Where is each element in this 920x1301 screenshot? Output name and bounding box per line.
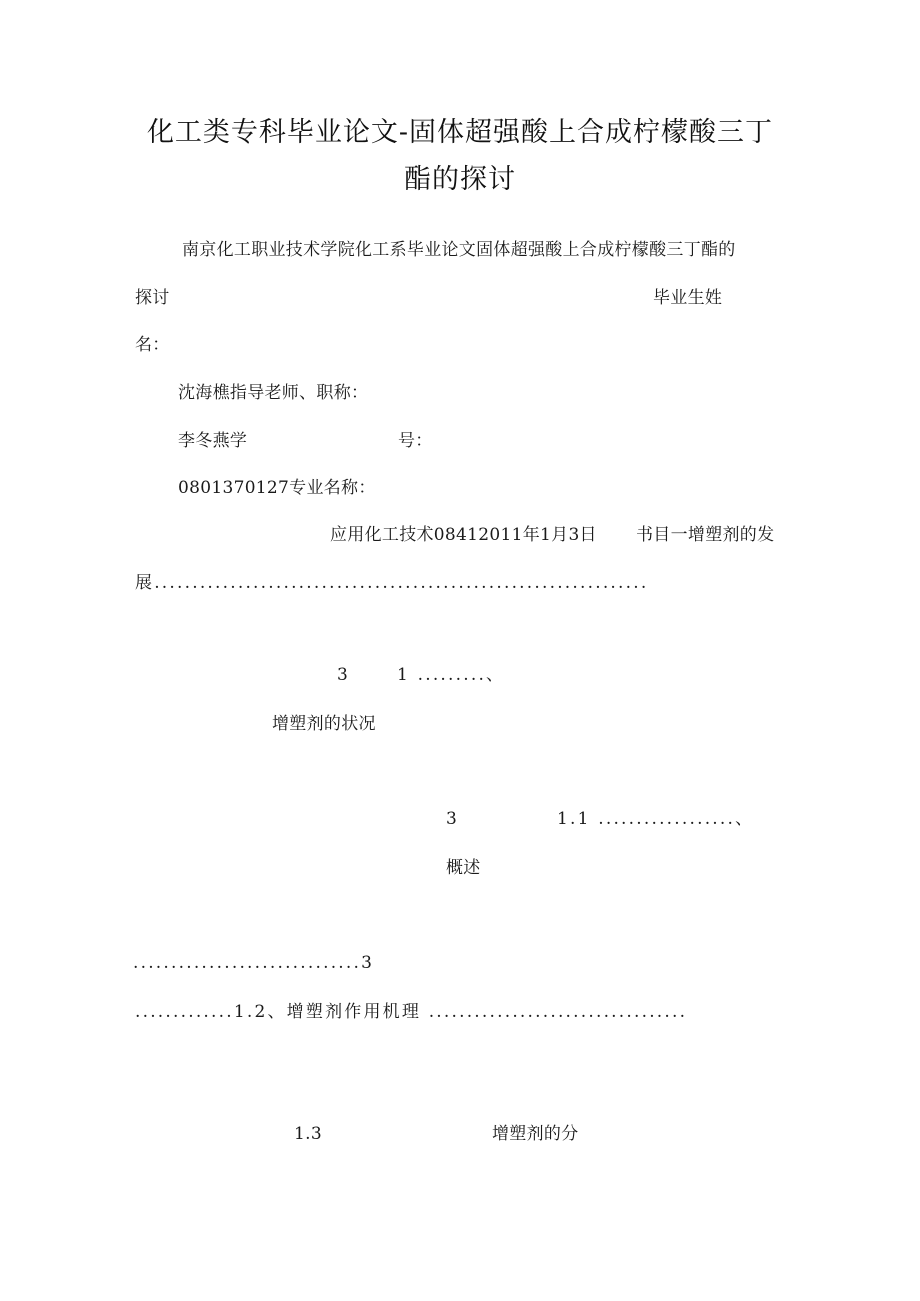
advisor-line: 沈海樵指导老师、职称： [178, 383, 369, 403]
toc-entry-1-3-title: 增塑剂的分 [492, 1124, 579, 1144]
toc-page-number: 3 [337, 665, 349, 685]
tantao-text: 探讨 [135, 288, 170, 308]
toc-dots-page-3: ..............................3 [133, 953, 375, 973]
toc-page-number: 3 [446, 809, 458, 829]
toc-entry-overview: 概述 [446, 858, 481, 878]
graduate-name-label: 毕业生姓 [653, 288, 723, 308]
student-id-label-end: 号： [398, 431, 433, 451]
toc-entry-status: 增塑剂的状况 [272, 714, 376, 734]
document-title-line-1: 化工类专科毕业论文-固体超强酸上合成柠檬酸三丁 [146, 117, 774, 148]
student-id-label: 李冬燕学 [178, 431, 248, 451]
intro-line: 南京化工职业技术学院化工系毕业论文固体超强酸上合成柠檬酸三丁酯的 [182, 240, 736, 260]
toc-entry-1: 1 .........、 [397, 665, 506, 685]
toc-entry-1-1: 1.1 ..................、 [557, 809, 755, 829]
id-major-line: 0801370127专业名称： [178, 478, 376, 498]
toc-heading: 书目一增塑剂的发 [636, 525, 775, 545]
toc-entry-1-3-number: 1.3 [294, 1124, 322, 1144]
major-date-line: 应用化工技术08412011年1月3日 [330, 525, 597, 545]
toc-entry-development: 展................................................................. [135, 573, 649, 593]
document-title-line-2: 酯的探讨 [404, 164, 516, 195]
name-label-end: 名： [135, 335, 170, 355]
toc-entry-1-2: .............1.2、增塑剂作用机理 .................................. [135, 1002, 688, 1022]
